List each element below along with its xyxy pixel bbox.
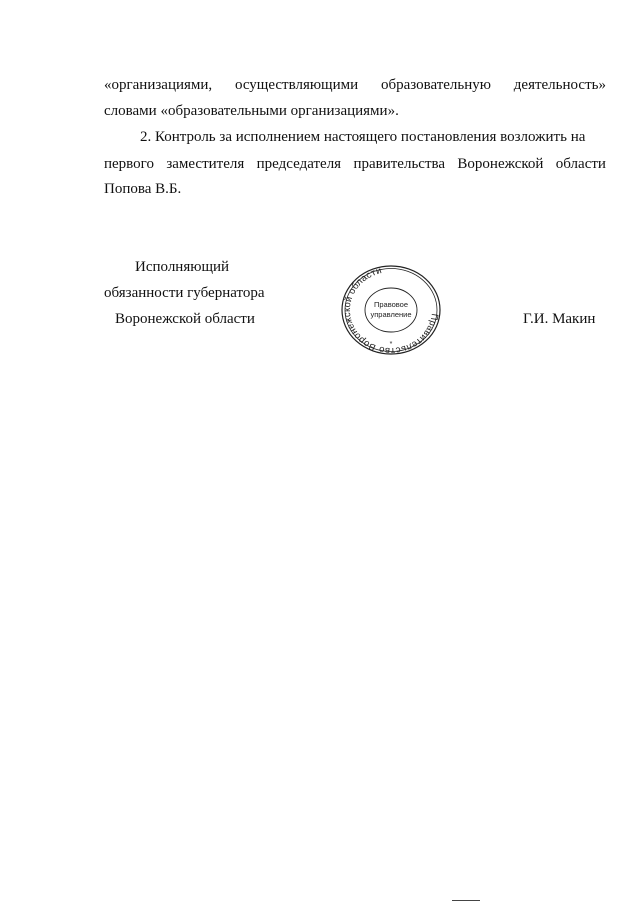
paragraph-2-line-3: Попова В.Б. xyxy=(104,181,182,197)
word: образовательную xyxy=(380,77,491,93)
word: председателя xyxy=(256,156,342,172)
seal-inner-line-1: Правовое xyxy=(373,300,409,309)
signatory-title-line-3: Воронежской области xyxy=(115,311,255,327)
signatory-title-line-1: Исполняющий xyxy=(135,259,230,275)
signatory-title-line-2: обязанности губернатора xyxy=(104,285,265,301)
seal-star-mark: * xyxy=(389,341,393,348)
word: области xyxy=(555,156,606,172)
word: деятельность» xyxy=(513,77,606,93)
word: «организациями, xyxy=(104,77,213,93)
seal-inner-line-2: управление xyxy=(370,310,412,319)
paragraph-1-line-2: словами «образовательными организациями». xyxy=(104,103,399,119)
word: Воронежской xyxy=(457,156,544,172)
paragraph-2-line-2 xyxy=(104,155,606,173)
paragraph-2-line-1: 2. Контроль за исполнением настоящего постановления возложить на xyxy=(140,129,586,145)
word: осуществляющими xyxy=(234,77,359,93)
word: первого xyxy=(104,156,154,172)
word: правительства xyxy=(353,156,446,172)
seal-outer-text: Правительство Воронежской области xyxy=(341,265,441,356)
signatory-name: Г.И. Макин xyxy=(523,311,596,327)
paragraph-1-line-1 xyxy=(104,76,606,94)
footer-scan-mark xyxy=(452,900,480,901)
official-seal-stamp xyxy=(340,264,442,356)
word: заместителя xyxy=(166,156,245,172)
